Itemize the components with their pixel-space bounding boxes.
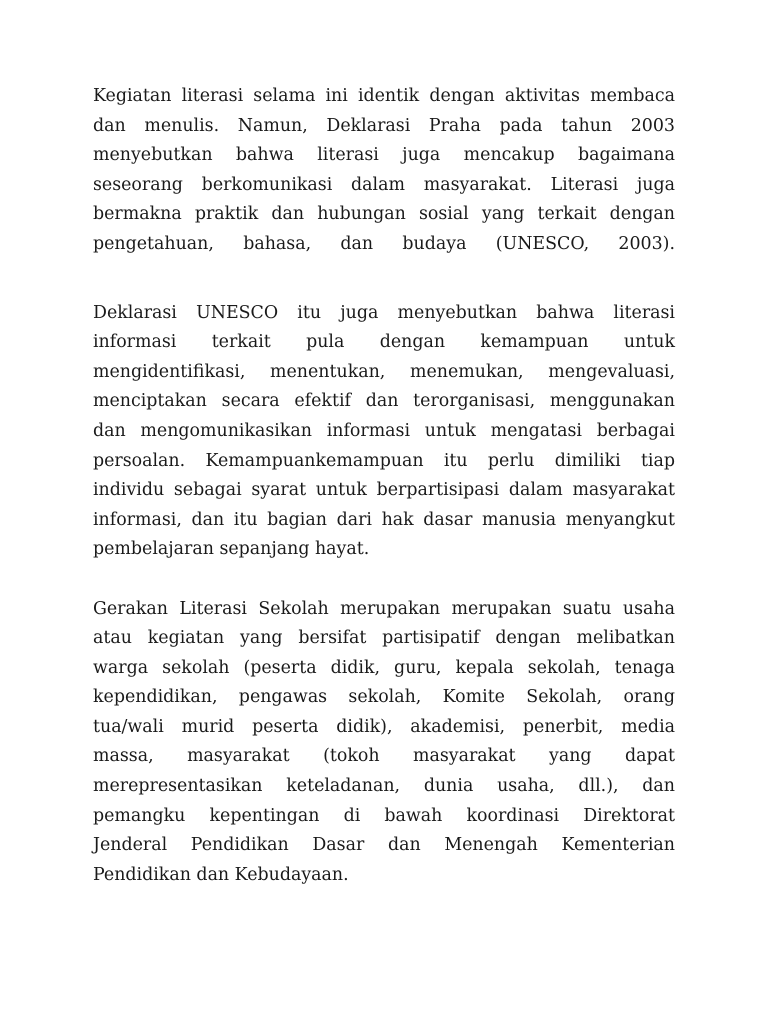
document-body [93, 82, 675, 890]
text-line: bermakna praktik dan hubungan sosial yang terkait dengan [93, 204, 675, 225]
text-line: tua/wali murid peserta didik), akademisi, penerbit, media [93, 716, 675, 737]
text-line: Pendidikan dan Kebudayaan. [93, 864, 349, 885]
text-line: pengetahuan, bahasa, dan budaya (UNESCO, 2003). [93, 233, 675, 254]
text-line: warga sekolah (peserta didik, guru, kepala sekolah, tenaga [93, 657, 675, 678]
text-line: pemangku kepentingan di bawah koordinasi Direktorat [93, 805, 675, 826]
text-line: Gerakan Literasi Sekolah merupakan merupakan suatu usaha [93, 598, 675, 619]
text-line: kependidikan, pengawas sekolah, Komite Sekolah, orang [93, 687, 675, 708]
text-line: informasi, dan itu bagian dari hak dasar manusia menyangkut [93, 509, 675, 530]
text-line: menyebutkan bahwa literasi juga mencakup bagaimana [93, 145, 675, 166]
text-line: dan mengomunikasikan informasi untuk mengatasi berbagai [93, 420, 675, 441]
text-line: Jenderal Pendidikan Dasar dan Menengah Kementerian [93, 835, 675, 856]
paragraph-3 [93, 595, 675, 891]
text-line: atau kegiatan yang bersifat partisipatif dengan melibatkan [93, 628, 675, 649]
text-line: Deklarasi UNESCO itu juga menyebutkan bahwa literasi [93, 302, 675, 323]
text-line: Kegiatan literasi selama ini identik dengan aktivitas membaca [93, 86, 675, 106]
text-line: seseorang berkomunikasi dalam masyarakat. Literasi juga [93, 174, 675, 195]
text-line: merepresentasikan keteladanan, dunia usaha, dll.), dan [93, 776, 675, 797]
text-line: menciptakan secara efektif dan terorganisasi, menggunakan [93, 391, 675, 412]
text-line: individu sebagai syarat untuk berpartisipasi dalam masyarakat [93, 480, 675, 501]
text-line: informasi terkait pula dengan kemampuan untuk [93, 332, 675, 353]
paragraph-2 [93, 299, 675, 565]
text-line: dan menulis. Namun, Deklarasi Praha pada tahun 2003 [93, 115, 675, 136]
text-line: mengidentifikasi, menentukan, menemukan, mengevaluasi, [93, 361, 675, 382]
paragraph-1 [93, 82, 675, 260]
text-line: persoalan. Kemampuankemampuan itu perlu dimiliki tiap [93, 450, 675, 471]
text-line: massa, masyarakat (tokoh masyarakat yang dapat [93, 746, 675, 767]
text-line: pembelajaran sepanjang hayat. [93, 539, 370, 560]
